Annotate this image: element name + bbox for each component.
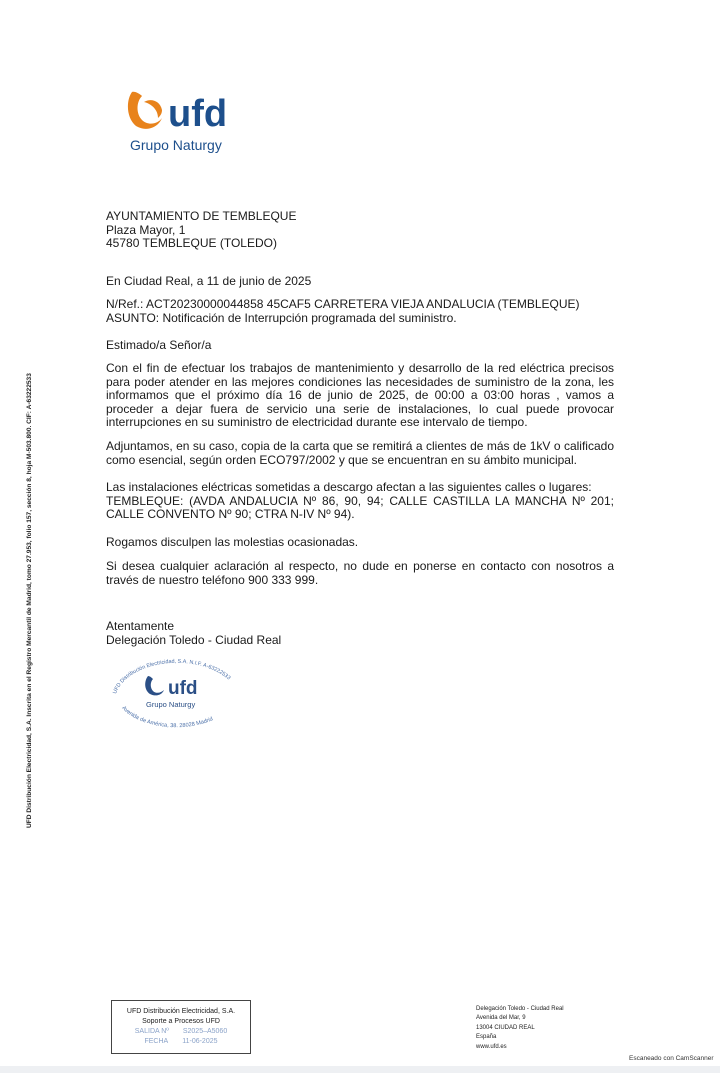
recipient-street: Plaza Mayor, 1	[106, 222, 186, 237]
stamp-date-value: 11-06-2025	[182, 1038, 218, 1045]
footer-address	[476, 1005, 564, 1052]
paragraph-apology: Rogamos disculpen las molestias ocasionadas.	[106, 535, 359, 549]
ufd-logo	[124, 88, 244, 158]
footer-office: Delegación Toledo - Ciudad Real	[476, 1006, 564, 1012]
footer-website: www.ufd.es	[476, 1043, 507, 1050]
stamp-exit-row	[112, 1027, 250, 1037]
stamp-company: UFD Distribución Electricidad, S.A.	[126, 1008, 236, 1015]
affected-streets-intro: Las instalaciones eléctricas sometidas a descargo afectan a las siguientes calles o lugares:	[106, 480, 592, 494]
svg-text:ufd: ufd	[168, 93, 228, 135]
recipient-name: AYUNTAMIENTO DE TEMBLEQUE	[106, 209, 297, 223]
scanner-credit: Escaneado con CamScanner	[629, 1055, 714, 1062]
closing-signatory: Delegación Toledo - Ciudad Real	[106, 633, 282, 647]
reference-line: N/Ref.: ACT20230000044858 45CAF5 CARRETERA VIEJA ANDALUCIA (TEMBLEQUE)	[106, 297, 580, 311]
seal-bottom-text: Avenida de América, 38. 28028 Madrid	[120, 705, 214, 730]
seal-group: Grupo Naturgy	[146, 700, 196, 709]
paragraph-attachment: Adjuntamos, en su caso, copia de la carta que se remitirá a clientes de más de 1kV o calificado como esencial, según orden ECO797/2002 y que se encuentran en su ámbito municipal.	[106, 439, 614, 467]
footer-country: España	[476, 1034, 497, 1041]
recipient-city: 45780 TEMBLEQUE (TOLEDO)	[106, 236, 277, 250]
paragraph-affected-streets	[106, 481, 614, 522]
scan-bottom-band	[0, 1066, 720, 1073]
stamp-date-label: FECHA	[144, 1038, 169, 1045]
stamp-exit-label: SALIDA Nº	[134, 1028, 169, 1035]
paragraph-maintenance: Con el fin de efectuar los trabajos de mantenimiento y desarrollo de la red eléctrica precisos para poder atender en las mejores condiciones las necesidades de suministro de la zona, les informamos que el próximo día 16 de junio de 2025, de 00:00 a 03:00 horas , vamos a proceder a dejar fuera de servicio una serie de instalaciones, lo cual puede provocar interrupciones en su suministro de electricidad durante ese intervalo de tiempo.	[106, 361, 614, 430]
stamp-department: Soporte a Procesos UFD	[142, 1018, 220, 1025]
stamp-date-row	[112, 1037, 250, 1047]
registry-side-text: UFD Distribución Electricidad, S.A. Inscrita en el Registro Mercantil de Madrid, tomo 27.953, folio 157, sección 8, hoja M-503.800. CIF: A-63222533	[26, 373, 33, 828]
paragraph-contact: Si desea cualquier aclaración al respecto, no dude en ponerse en contacto con nosotros a través de nuestro teléfono 900 333 999.	[106, 559, 614, 587]
ufd-logo-mark	[124, 88, 244, 158]
footer-city: 13004 CIUDAD REAL	[476, 1024, 535, 1031]
seal-graphic	[106, 650, 246, 740]
date-line: En Ciudad Real, a 11 de junio de 2025	[106, 274, 312, 288]
seal-brand: ufd	[168, 678, 198, 699]
salutation: Estimado/a Señor/a	[106, 338, 212, 352]
company-seal	[106, 650, 246, 740]
stamp-exit-number: S2025–A5060	[182, 1028, 228, 1035]
recipient-address	[106, 210, 296, 251]
subject-line: ASUNTO: Notificación de Interrupción programada del suministro.	[106, 311, 457, 325]
svg-text:Grupo Naturgy: Grupo Naturgy	[130, 137, 222, 153]
seal-top-text: UFD Distribución Electricidad, S.A. N.I.F. A-63222533	[112, 658, 232, 695]
footer-street: Avenida del Mar, 9	[476, 1015, 526, 1022]
closing-greeting: Atentamente	[106, 619, 175, 633]
affected-streets-list: TEMBLEQUE: (AVDA ANDALUCIA Nº 86, 90, 94; CALLE CASTILLA LA MANCHA Nº 201; CALLE CONVENTO Nº 90; CTRA N-IV Nº 94).	[106, 493, 614, 522]
exit-stamp	[111, 1000, 251, 1054]
